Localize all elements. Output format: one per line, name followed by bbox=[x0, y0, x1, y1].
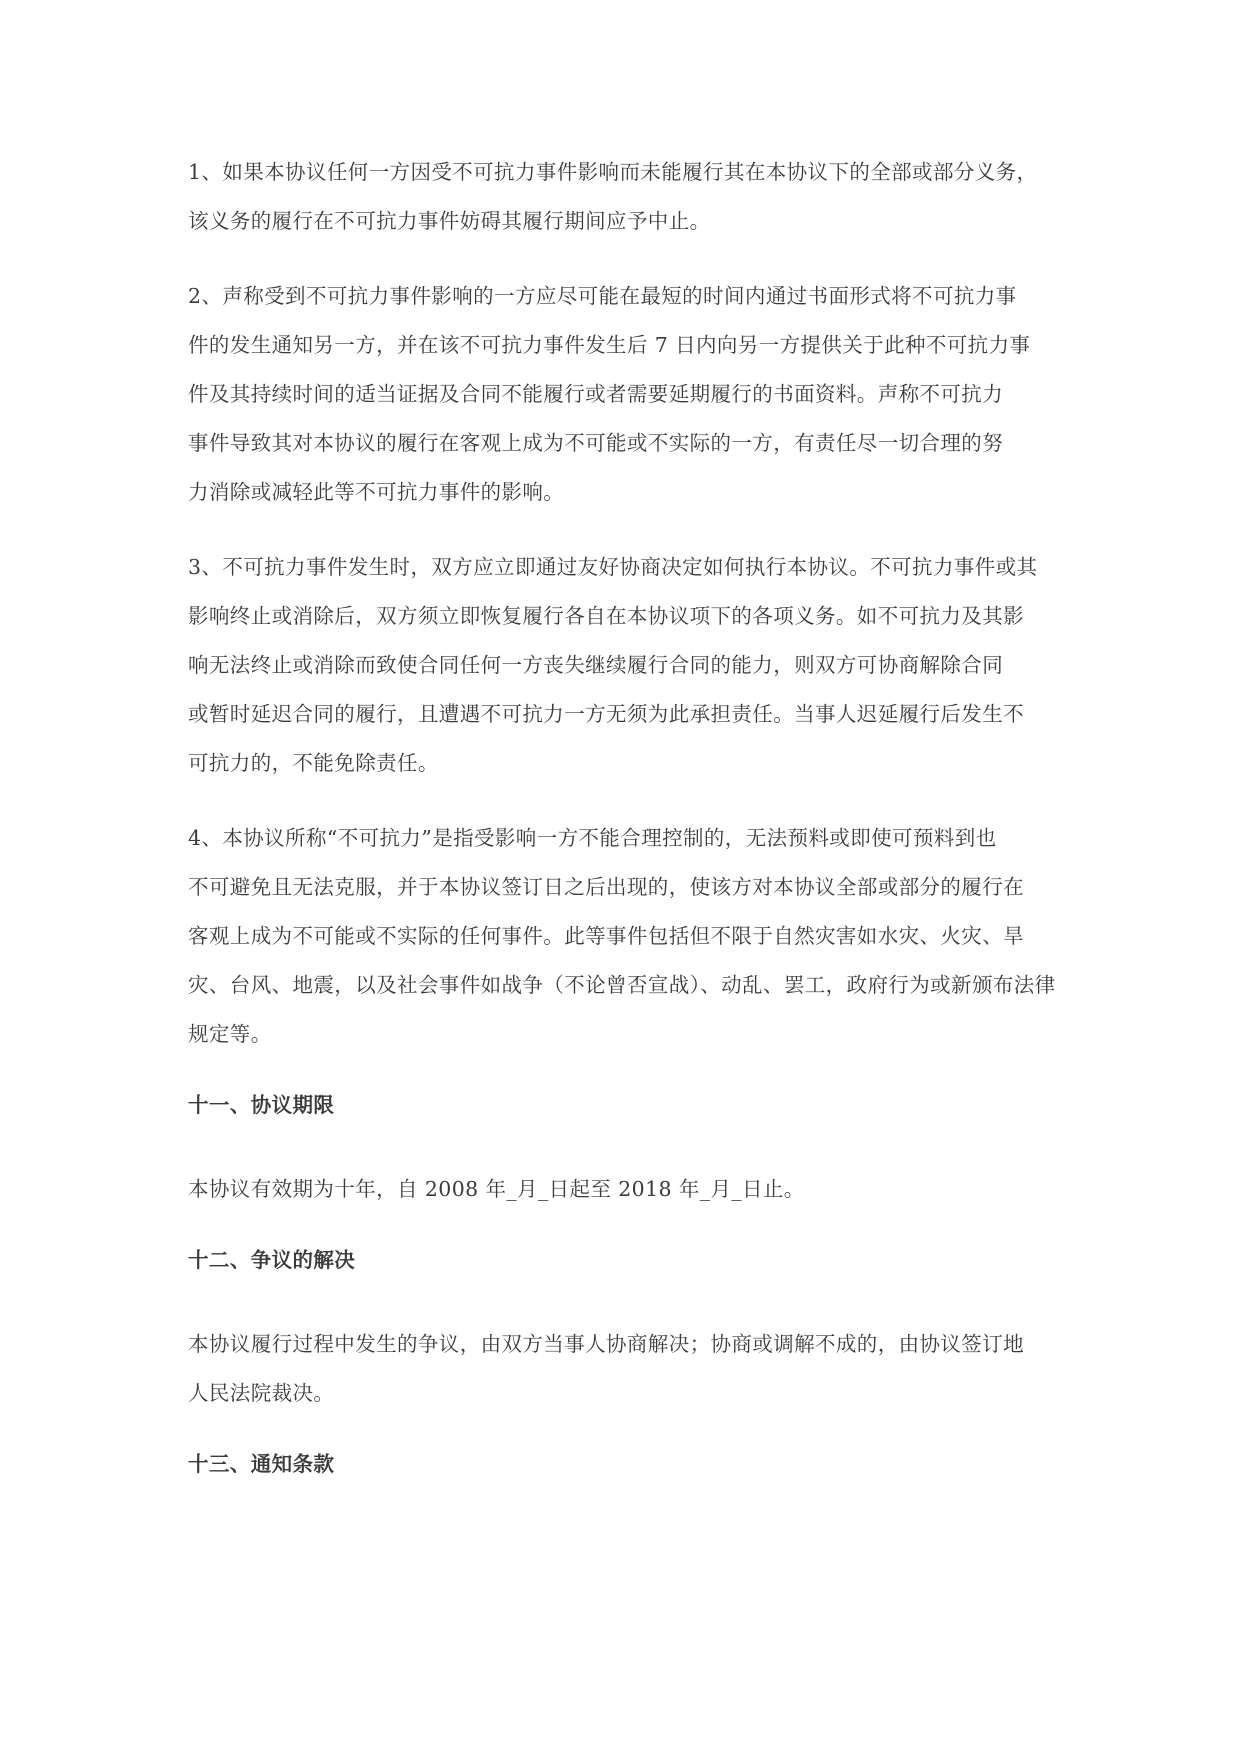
text-line: 件的发生通知另一方，并在该不可抗力事件发生后 7 日内向另一方提供关于此种不可抗力事 bbox=[188, 333, 1031, 357]
document-page bbox=[188, 148, 1058, 1524]
text-line: 力消除或减轻此等不可抗力事件的影响。 bbox=[188, 480, 565, 504]
text-line: 可抗力的，不能免除责任。 bbox=[188, 751, 439, 775]
text-line: 本协议履行过程中发生的争议，由双方当事人协商解决；协商或调解不成的，由协议签订地 bbox=[188, 1332, 1024, 1356]
paragraph-force-majeure-1 bbox=[188, 148, 1058, 246]
text-line: 事件导致其对本协议的履行在客观上成为不可能或不实际的一方，有责任尽一切合理的努 bbox=[188, 431, 1004, 455]
text-line: 响无法终止或消除而致使合同任何一方丧失继续履行合同的能力，则双方可协商解除合同 bbox=[188, 653, 1004, 677]
text-line: 4、本协议所称“不可抗力”是指受影响一方不能合理控制的，无法预料或即使可预料到也 bbox=[188, 826, 997, 850]
paragraph-force-majeure-3 bbox=[188, 543, 1058, 788]
text-line: 或暂时延迟合同的履行，且遭遇不可抗力一方无须为此承担责任。当事人迟延履行后发生不 bbox=[188, 702, 1024, 726]
text-line: 影响终止或消除后，双方须立即恢复履行各自在本协议项下的各项义务。如不可抗力及其影 bbox=[188, 604, 1024, 628]
paragraph-agreement-term bbox=[188, 1165, 1058, 1214]
paragraph-force-majeure-4 bbox=[188, 814, 1058, 1059]
text-line: 灾、台风、地震，以及社会事件如战争（不论曾否宣战）、动乱、罢工，政府行为或新颁布法律 bbox=[188, 973, 1056, 997]
text-line: 件及其持续时间的适当证据及合同不能履行或者需要延期履行的书面资料。声称不可抗力 bbox=[188, 382, 1004, 406]
text-line: 客观上成为不可能或不实际的任何事件。此等事件包括但不限于自然灾害如水灾、火灾、旱 bbox=[188, 924, 1024, 948]
paragraph-dispute-resolution bbox=[188, 1320, 1058, 1418]
text-line: 2、声称受到不可抗力事件影响的一方应尽可能在最短的时间内通过书面形式将不可抗力事 bbox=[188, 284, 1017, 308]
text-line: 人民法院裁决。 bbox=[188, 1381, 335, 1405]
paragraph-force-majeure-2 bbox=[188, 272, 1058, 517]
section-heading-notice-clause: 十三、通知条款 bbox=[188, 1452, 335, 1476]
text-line: 不可避免且无法克服，并于本协议签订日之后出现的，使该方对本协议全部或部分的履行在 bbox=[188, 875, 1024, 899]
text-line: 规定等。 bbox=[188, 1022, 272, 1046]
text-line: 1、如果本协议任何一方因受不可抗力事件影响而未能履行其在本协议下的全部或部分义务， bbox=[188, 160, 1038, 184]
text-line: 该义务的履行在不可抗力事件妨碍其履行期间应予中止。 bbox=[188, 209, 711, 233]
text-line: 3、不可抗力事件发生时，双方应立即通过友好协商决定如何执行本协议。不可抗力事件或其 bbox=[188, 555, 1038, 579]
section-heading-dispute-resolution: 十二、争议的解决 bbox=[188, 1248, 356, 1272]
text-line: 本协议有效期为十年，自 2008 年_月_日起至 2018 年_月_日止。 bbox=[188, 1177, 805, 1201]
section-heading-agreement-term: 十一、协议期限 bbox=[188, 1093, 335, 1117]
